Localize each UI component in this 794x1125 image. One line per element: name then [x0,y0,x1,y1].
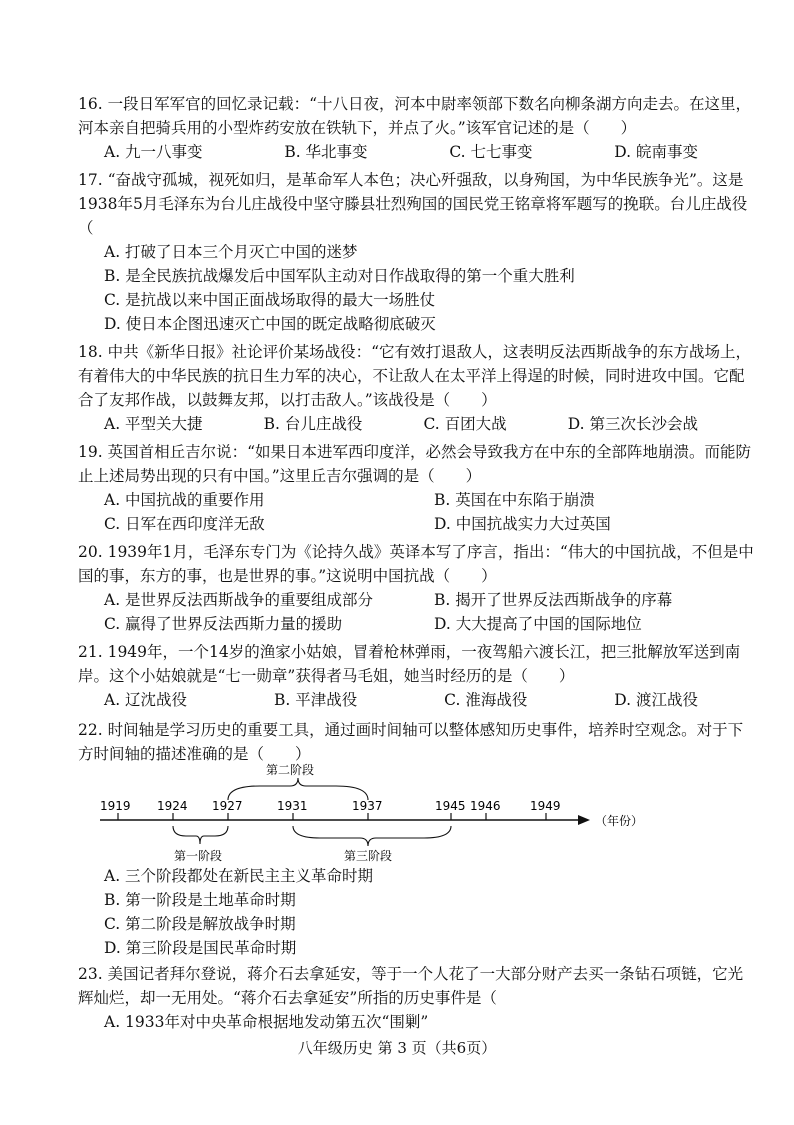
option-b: B. 第一阶段是土地革命时期 [104,891,296,909]
question-19-options [78,488,758,536]
page-footer: 八年级历史 第 3 页（共6页） [297,1039,497,1057]
option-d: D. 第三次长沙会战 [567,415,698,433]
year-1931: 1931 [277,799,308,813]
stage1-brace [173,826,228,844]
option-b: B. 揭开了世界反法西斯战争的序幕 [434,591,673,609]
timeline-unit: （年份） [595,814,644,828]
year-1927: 1927 [212,799,243,813]
option-b: B. 平津战役 [273,691,358,709]
question-22-options-block [78,864,758,960]
option-c: C. 是抗战以来中国正面战场取得的最大一场胜仗 [104,291,436,309]
option-d: D. 中国抗战实力大过英国 [434,515,611,533]
year-1949: 1949 [530,799,561,813]
question-22-stem: 22. 时间轴是学习历史的重要工具，通过画时间轴可以整体感知历史事件，培养时空观念。对于下方时间轴的描述准确的是（ ） [78,721,744,763]
question-22 [78,718,758,766]
question-18-stem: 18. 中共《新华日报》社论评价某场战役：“它有效打退敌人，这表明反法西斯战争的东方战场上，有着伟大的中华民族的抗日生力军的决心，不让敌人在太平洋上得逞的时候，同时进攻中国。它配合了友邦作战，以鼓舞友邦，以打击敌人。”该战役是（ ） [78,343,752,409]
timeline-arrow [578,815,590,825]
stage2-label: 第二阶段 [266,763,315,777]
question-21-options [78,688,758,712]
timeline-figure [100,763,644,868]
option-a: A. 九一八事变 [104,143,203,161]
question-16 [78,92,758,164]
question-23 [78,962,758,1034]
year-1945: 1945 [435,799,466,813]
option-a: A. 1933年对中央革命根据地发动第五次“围剿” [104,1013,429,1031]
option-d: D. 大大提高了中国的国际地位 [434,615,642,633]
option-c: C. 第二阶段是解放战争时期 [104,915,296,933]
option-c: C. 七七事变 [449,143,533,161]
timeline-svg [100,763,644,868]
question-23-options [78,1010,758,1034]
question-17-stem: 17. “奋战守孤城，视死如归，是革命军人本色；决心歼强敌，以身殉国，为中华民族争光”。这是1938年5月毛泽东为台儿庄战役中坚守滕县壮烈殉国的国民党王铭章将军题写的挽联。台儿庄战役（ [78,171,748,237]
option-d: D. 第三阶段是国民革命时期 [104,939,297,957]
option-a: A. 打破了日本三个月灭亡中国的迷梦 [104,243,358,261]
option-d: D. 皖南事变 [614,143,698,161]
option-b: B. 英国在中东陷于崩溃 [434,491,595,509]
year-1919: 1919 [100,799,131,813]
option-d: D. 使日本企图迅速灭亡中国的既定战略彻底破灭 [104,315,436,333]
question-18-options [78,412,758,436]
option-c: C. 淮海战役 [444,691,528,709]
question-20-stem: 20. 1939年1月，毛泽东专门为《论持久战》英译本写了序言，指出：“伟大的中国抗战，不但是中国的事，东方的事，也是世界的事。”这说明中国抗战（ ） [78,543,754,585]
option-b: B. 华北事变 [284,143,368,161]
question-22-options [78,864,758,960]
question-20 [78,540,758,636]
question-19-stem: 19. 英国首相丘吉尔说：“如果日本进军西印度洋，必然会导致我方在中东的全部阵地崩溃。而能防止上述局势出现的只有中国。”这里丘吉尔强调的是（ ） [78,443,752,485]
year-1937: 1937 [352,799,383,813]
stage2-brace [228,778,368,800]
year-1924: 1924 [157,799,188,813]
option-a: A. 是世界反法西斯战争的重要组成部分 [104,591,374,609]
stage3-label: 第三阶段 [344,849,393,863]
question-19 [78,440,758,536]
option-a: A. 辽沈战役 [104,691,188,709]
question-16-stem: 16. 一段日军军官的回忆录记载：“十八日夜，河本中尉率领部下数名向柳条湖方向走去。在这里，河本亲自把骑兵用的小型炸药安放在铁轨下，并点了火。”该军官记述的是（ ） [78,95,752,137]
question-18 [78,340,758,436]
question-21 [78,640,758,712]
year-1946: 1946 [470,799,501,813]
option-a: A. 三个阶段都处在新民主主义革命时期 [104,867,374,885]
question-23-stem: 23. 美国记者拜尔登说，蒋介石去拿延安，等于一个人花了一大部分财产去买一条钻石项链，它光辉灿烂，却一无用处。“蒋介石去拿延安”所指的历史事件是（ [78,965,744,1007]
option-c: C. 日军在西印度洋无敌 [104,515,265,533]
question-20-options [78,588,758,636]
question-17-options [78,240,758,336]
question-21-stem: 21. 1949年，一个14岁的渔家小姑娘，冒着枪林弹雨，一夜驾船六渡长江，把三批解放军送到南岸。这个小姑娘就是“七一勋章”获得者马毛姐，她当时经历的是（ ） [78,643,741,685]
stage3-brace [293,826,451,846]
option-c: C. 百团大战 [423,415,507,433]
option-a: A. 平型关大捷 [104,415,203,433]
option-b: B. 是全民族抗战爆发后中国军队主动对日作战取得的第一个重大胜利 [104,267,575,285]
option-c: C. 赢得了世界反法西斯力量的援助 [104,615,343,633]
option-a: A. 中国抗战的重要作用 [104,491,265,509]
stage1-label: 第一阶段 [174,849,223,863]
question-17 [78,168,758,336]
question-16-options [78,140,758,164]
option-b: B. 台儿庄战役 [263,415,363,433]
option-d: D. 渡江战役 [614,691,698,709]
